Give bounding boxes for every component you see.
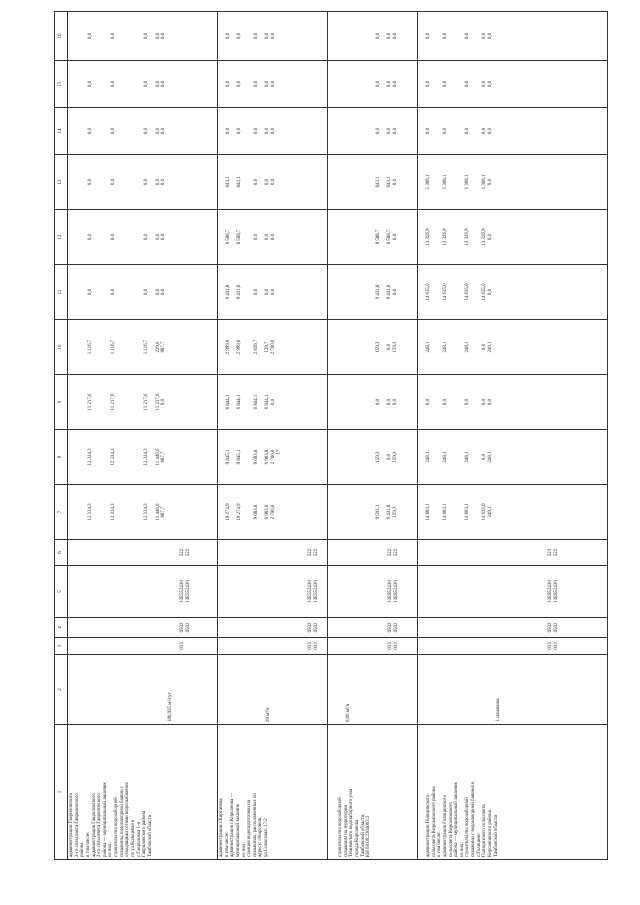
row-value-10: 159,3 0,0 159,3 [328,320,418,375]
row-value-13: 0,0 0,0 0,0 0,0 0,0 [68,155,218,210]
row-value-12: 13 326,9 13 326,9 13 326,9 13 326,9 0,0 [418,210,608,265]
row-value-15: 0,0 0,0 0,0 0,0 0,0 [418,61,608,108]
row-expense-type: 522 522 [328,540,418,566]
row-value-8: 159,3 0,0 159,3 [328,430,418,485]
row-value-14: 0,0 0,0 0,0 [328,108,418,155]
column-header: 12 [55,210,68,265]
row-value-12: 8 588,7 8 588,7 0,0 0,0 0,0 [218,210,328,265]
row-value-8: 12 334,3 12 334,3 12 334,3 11 446,6 887,7 [68,430,218,485]
row-section: 0502 0502 [418,618,608,638]
row-value-11: 9 431,8 9 431,8 0,0 [328,265,418,320]
row-target-article: 13Е852430 13Е852430 [418,566,608,618]
column-header: 6 [55,540,68,566]
row-value-12: 8 588,7 8 588,7 0,0 [328,210,418,265]
row-value-14: 0,0 0,0 0,0 0,0 0,0 [218,108,328,155]
row-value-16: 0,0 0,0 0,0 0,0 0,0 [68,12,218,61]
row-value-9: 0,0 0,0 0,0 [328,375,418,430]
row-description: строительство водозаборной скважины на территории Темповского водозаборного узла города Кирсанова Тамбовской области, КН 68:06:2304003:3 [328,725,418,860]
row-code-3: 033 033 [328,638,418,655]
row-value-16: 0,0 0,0 0,0 0,0 0,0 [418,12,608,61]
row-capacity: 20 м³/ч [218,655,328,725]
row-value-7: 19 274,9 19 274,9 9 683,8 6 983,8 2 700,0 [218,485,328,540]
row-value-8: 9 845,1 9 845,1 9 683,8 6 983,8 2 700,0 [218,430,328,485]
row-value-13: 843,1 843,1 0,0 [328,155,418,210]
row-code-3: 033 033 [418,638,608,655]
table-row [418,12,608,860]
budget-table [54,11,608,860]
row-value-9: 11 217,6 11 217,6 11 217,6 11 217,6 0,0 [68,375,218,430]
row-description: администрации Гавриловского 2-го сельсовета Гавриловского района в том числе: администрация Гавриловского 2-го сельсовета Гавриловского района — муниципальный заказчик из них: строительство водозаборной скважины, водонапорной башни с отводящими сетями водоснабжения по ул.Кольцевая в с.Гавриловка 1-я Гавриловского района Тамбовской области [68,725,218,860]
row-description: администрации Голицинского сельсовета Кирсановского района в том числе: администрация Голицинского сельсовета Кирсановского района — муниципальный заказчик из них: строительство водозаборной скважины с водонапорной башней в с.Голицино Голицинского сельсовета Кирсановского района Тамбовской области [418,725,608,860]
rotated-page [54,12,624,860]
header-row [55,12,68,860]
row-target-article: 13Е552430 13Е552430 [218,566,328,618]
row-value-10: 1 116,7 1 116,7 1 116,7 229,0 887,7 [68,320,218,375]
row-section: 0502 0502 [218,618,328,638]
row-value-14: 0,0 0,0 0,0 0,0 0,0 [418,108,608,155]
table-row [328,12,418,860]
row-target-article: 13Е852430 13Е852430 [328,566,418,618]
row-value-13: 843,1 843,1 0,0 0,0 0,0 [218,155,328,210]
row-value-8: 248,1 248,1 248,1 0,0 248,1 [418,430,608,485]
column-header: 3 [55,638,68,655]
row-expense-type: 523 522 [418,540,608,566]
row-value-16: 0,0 0,0 0,0 [328,12,418,61]
row-value-7: 9 591,1 9 431,8 159,3 [328,485,418,540]
row-value-11: 14 635,0 14 635,0 14 635,0 14 635,0 0,0 [418,265,608,320]
row-value-7: 12 334,3 12 334,3 12 334,3 11 446,6 887,7 [68,485,218,540]
column-header: 7 [55,485,68,540]
row-target-article: 13Е552430 13Е552430 [68,566,218,618]
column-header: 11 [55,265,68,320]
row-value-12: 0,0 0,0 0,0 0,0 0,0 [68,210,218,265]
row-value-9: 0,0 0,0 0,0 0,0 0,0 [418,375,608,430]
row-capacity: 0,06 м³/ч [328,655,418,725]
column-header: 10 [55,320,68,375]
row-value-11: 9 431,8 9 431,8 0,0 0,0 0,0 [218,265,328,320]
row-value-11: 0,0 0,0 0,0 0,0 0,0 [68,265,218,320]
table-row [68,12,218,860]
column-header: 9 [55,375,68,430]
row-value-9: 6 844,1 6 844,1 6 844,1 6 844,1 0,0 [218,375,328,430]
row-section: 0502 0502 [68,618,218,638]
row-value-15: 0,0 0,0 0,0 0,0 0,0 [218,61,328,108]
column-header: 2 [55,655,68,725]
column-header: 5 [55,566,68,618]
row-value-14: 0,0 0,0 0,0 0,0 0,0 [68,108,218,155]
row-description: администрации г.Кирсанова в том числе: администрация г.Кирсанова — муниципальный заказчик из них: станция водоподготовки на скважинах, расположенных по адресу: г.Кирсанов, ул.Совхозная, 17/2 [218,725,328,860]
row-value-13: 1 308,1 1 308,1 1 308,1 1 308,1 0,0 [418,155,608,210]
row-capacity: 186,925 м³/сут [68,655,218,725]
column-header: 16 [55,12,68,61]
row-code-3: 033 [68,638,218,655]
row-code-3: 033 033 [218,638,328,655]
row-capacity: 1 скважина [418,655,608,725]
row-expense-type: 522 522 [68,540,218,566]
page-number: 17 [276,449,282,455]
row-section: 0502 0502 [328,618,418,638]
column-header: 4 [55,618,68,638]
row-value-15: 0,0 0,0 0,0 0,0 0,0 [68,61,218,108]
column-header: 8 [55,430,68,485]
column-header: 13 [55,155,68,210]
row-value-10: 248,1 248,1 248,1 0,0 248,1 [418,320,608,375]
row-value-16: 0,0 0,0 0,0 0,0 0,0 [218,12,328,61]
row-value-7: 14 883,1 14 883,1 14 883,1 14 635,0 248,1 [418,485,608,540]
table-row [218,12,328,860]
row-expense-type: 522 522 [218,540,328,566]
column-header: 15 [55,61,68,108]
row-value-10: 2 999,0 2 999,0 2 839,7 139,7 2 700,0 [218,320,328,375]
row-value-15: 0,0 0,0 0,0 [328,61,418,108]
column-header: 1 [55,725,68,860]
column-header: 14 [55,108,68,155]
